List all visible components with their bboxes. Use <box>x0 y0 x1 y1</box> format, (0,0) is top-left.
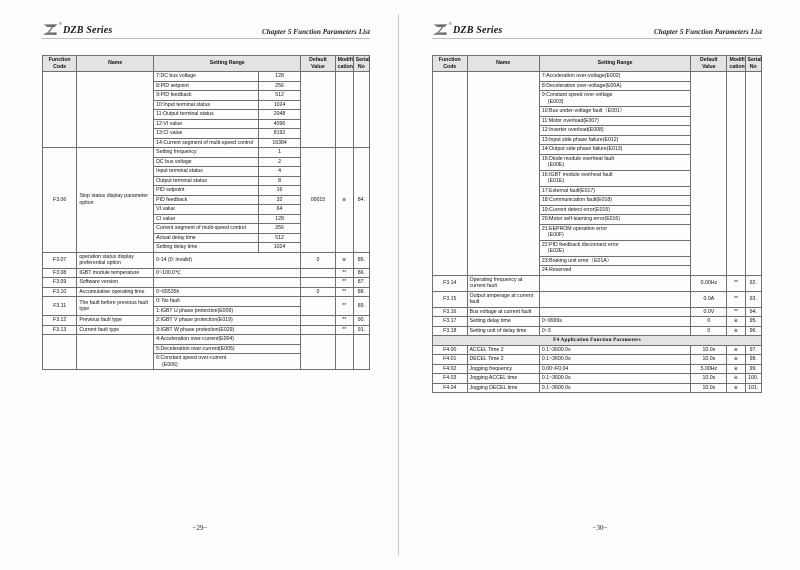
table-row <box>43 72 370 82</box>
cell-setting-range: 0.00~F0.04 <box>539 364 690 374</box>
cell-name: Setting delay time <box>467 317 539 327</box>
cell-name: Setting unit of delay time <box>467 326 539 336</box>
brand-name-left: DZB Series <box>63 25 113 36</box>
fault-item: 0: No fault <box>154 297 301 307</box>
cell-serial-no: 96. <box>745 326 761 336</box>
fault-item-wrapped <box>539 170 690 186</box>
table-header-row-left <box>43 56 370 72</box>
running-header-right <box>432 12 762 39</box>
th-modification <box>335 56 353 72</box>
brand-logo-left <box>42 23 113 36</box>
option-value: 512 <box>258 233 301 243</box>
table-row-f307 <box>43 252 370 268</box>
cell-serial-no: 92. <box>745 275 761 291</box>
cell-setting-range: 0-14 (0: invalid) <box>154 252 301 268</box>
cell-default-value: 10.0s <box>691 355 727 365</box>
th-serial-no <box>745 56 761 72</box>
fault-item-line2: (E00E) <box>547 162 565 168</box>
cell-default-value: 5.00Hz <box>691 364 727 374</box>
fault-item: 19:Current detect error(E015) <box>539 205 690 215</box>
option-label: Current segment of multi-speed control <box>154 224 259 234</box>
fault-item-wrapped <box>539 240 690 256</box>
fault-item-line1: 16:IGBT module overheat fault <box>541 171 613 178</box>
option-value: 8 <box>258 176 301 186</box>
cell-serial-no: 90. <box>353 316 369 326</box>
th-serial-no <box>353 56 369 72</box>
cell-function-code: F3.09 <box>43 278 77 288</box>
cell-function-code: F3.18 <box>433 326 468 336</box>
option-value: 32 <box>258 195 301 205</box>
cell-setting-range: 0~9999s <box>539 317 690 327</box>
cell-serial-no: 89. <box>353 297 369 316</box>
cell-modification: ※ <box>727 317 745 327</box>
cell-empty-mod <box>727 72 745 276</box>
th-sn-l2: No <box>749 63 757 70</box>
brand-name-right: DZB Series <box>453 25 503 36</box>
option-value: 2 <box>258 157 301 167</box>
table-row <box>43 335 370 345</box>
cell-modification: ※ <box>727 345 745 355</box>
fault-item: 23:Braking unit error（E01A） <box>539 256 690 266</box>
cell-serial-no: 98. <box>745 355 761 365</box>
cell-serial-no: 91. <box>353 325 369 335</box>
th-function-code-l2: Code <box>53 63 67 70</box>
parameters-table-left <box>42 55 370 370</box>
cell-setting-range: 0.1~3600.0s <box>539 345 690 355</box>
cell-default-value: 00015 <box>301 148 335 253</box>
table-row-f313 <box>43 325 370 335</box>
th-default-value <box>691 56 727 72</box>
th-setting-range: Setting Range <box>154 56 301 72</box>
cell-serial-no: 88. <box>353 287 369 297</box>
fault-item: 1:IGBT U phase protection(E009) <box>154 306 301 316</box>
option-value: 2048 <box>258 110 301 120</box>
table-row-f317 <box>433 317 762 327</box>
cell-modification: ** <box>727 307 745 317</box>
cell-name: Operating frequency at current fault <box>467 275 539 291</box>
cell-empty-code <box>43 72 77 148</box>
cell-serial-no: 101. <box>745 383 761 393</box>
cell-function-code: F4.00 <box>433 345 468 355</box>
table-row <box>433 72 762 82</box>
cell-name: Stop status display parameter option <box>77 148 154 253</box>
table-header-row-right <box>433 56 762 72</box>
fault-item-wrapped <box>154 354 301 370</box>
option-label: 14:Current segment of multi-speed control <box>154 138 259 148</box>
cell-empty-default <box>301 325 335 335</box>
cell-empty-default <box>301 316 335 326</box>
table-row-f404 <box>433 383 762 393</box>
cell-name: IGBT module temperature <box>77 268 154 278</box>
cell-function-code: F3.16 <box>433 307 468 317</box>
th-function-code-l1: Function <box>438 57 461 63</box>
th-default-value <box>301 56 335 72</box>
cell-modification: ※ <box>335 252 353 268</box>
option-label: PID feedback <box>154 195 259 205</box>
th-sn-l2: No <box>357 63 365 70</box>
table-row-f314 <box>433 275 762 291</box>
cell-function-code: F3.17 <box>433 317 468 327</box>
option-label: Actual delay time <box>154 233 259 243</box>
th-default-l1: Default <box>700 57 718 63</box>
fault-item: 10:Bus under-voltage fault（E001） <box>539 107 690 117</box>
cell-empty-default <box>301 335 335 370</box>
option-label: PID setpoint <box>154 186 259 196</box>
th-default-l1: Default <box>309 57 327 63</box>
table-row-f311 <box>43 297 370 307</box>
cell-modification: ※ <box>727 364 745 374</box>
fault-item-wrapped <box>539 224 690 240</box>
cell-empty-mod <box>335 335 353 370</box>
cell-name: Jogging frequency <box>467 364 539 374</box>
option-value: 4 <box>258 167 301 177</box>
cell-serial-no: 97. <box>745 345 761 355</box>
cell-setting-range: 0~100.0℃ <box>154 268 301 278</box>
option-value: 16 <box>258 186 301 196</box>
option-label: 11:Output terminal status <box>154 110 259 120</box>
cell-empty-default <box>301 297 335 316</box>
cell-default-value <box>301 268 335 278</box>
th-default-l2: Value <box>311 63 325 70</box>
cell-name: Output amperage at current fault <box>467 291 539 307</box>
cell-empty-default <box>691 72 727 276</box>
cell-serial-no: 93. <box>745 291 761 307</box>
dzb-logo-icon <box>42 21 62 36</box>
page-right <box>400 0 800 570</box>
option-value: 1024 <box>258 243 301 253</box>
cell-modification: ** <box>335 287 353 297</box>
option-value: 4096 <box>258 119 301 129</box>
cell-empty-code <box>433 72 468 276</box>
cell-serial-no: 94. <box>745 307 761 317</box>
fault-item: 12:Inverter overload(E008) <box>539 126 690 136</box>
fault-item: 2:IGBT V phase protection(E019) <box>154 316 301 326</box>
cell-setting-range <box>539 307 690 317</box>
cell-empty-name <box>467 72 539 276</box>
section-title-f4: F4 Application Function Parameters <box>433 336 762 346</box>
table-row-f306 <box>43 148 370 158</box>
cell-serial-no: 84. <box>353 148 369 253</box>
cell-modification: ※ <box>727 383 745 393</box>
option-label: 7:DC bus voltage <box>154 72 259 82</box>
table-row-f400 <box>433 345 762 355</box>
cell-setting-range <box>154 278 301 288</box>
cell-name: Bus voltage at current fault <box>467 307 539 317</box>
option-label: VI value <box>154 205 259 215</box>
cell-setting-range <box>539 275 690 291</box>
cell-empty-serial <box>353 72 369 148</box>
cell-function-code: F3.11 <box>43 297 77 316</box>
cell-name: DECEL Time 2 <box>467 355 539 365</box>
fault-item-line1: 9:Constant speed over-voltage <box>541 92 613 98</box>
cell-empty-name <box>77 335 154 370</box>
option-value: 256 <box>258 81 301 91</box>
option-value: 512 <box>258 91 301 101</box>
cell-function-code: F3.15 <box>433 291 468 307</box>
brand-logo-right <box>432 23 503 36</box>
cell-default-value: 10.0s <box>691 345 727 355</box>
table-row-f309 <box>43 278 370 288</box>
table-row-f316 <box>433 307 762 317</box>
fault-item-line2: (E003) <box>547 98 564 105</box>
cell-function-code: F3.08 <box>43 268 77 278</box>
cell-function-code: F3.12 <box>43 316 77 326</box>
registered-trademark-icon: ® <box>58 21 62 26</box>
th-mod-l1: Modifi <box>337 57 353 63</box>
cell-empty-serial <box>745 72 761 276</box>
th-mod-l1: Modifi <box>729 57 745 63</box>
th-sn-l1: Serial <box>747 57 762 63</box>
fault-item-line1: 6:Constant speed over-current <box>156 355 227 361</box>
cell-function-code: F4.01 <box>433 355 468 365</box>
th-setting-range: Setting Range <box>539 56 690 72</box>
th-function-code-l2: Code <box>443 63 457 70</box>
cell-serial-no: 100. <box>745 374 761 384</box>
option-label: 10:Input terminal status <box>154 100 259 110</box>
cell-setting-range: 0.1~3600.0s <box>539 383 690 393</box>
fault-item: 24:Reserved <box>539 266 690 276</box>
fault-item-line2: (E00F) <box>547 232 564 238</box>
cell-modification: ※ <box>727 355 745 365</box>
option-value: 256 <box>258 224 301 234</box>
running-header-left <box>42 12 370 39</box>
table-row-f312 <box>43 316 370 326</box>
th-function-code-l1: Function <box>48 57 71 63</box>
cell-modification: ** <box>727 291 745 307</box>
cell-function-code: F4.03 <box>433 374 468 384</box>
fault-item: 20:Motor self-learning error(E016) <box>539 215 690 225</box>
table-row-f403 <box>433 374 762 384</box>
cell-serial-no: 87. <box>353 278 369 288</box>
parameters-table-right <box>432 55 762 393</box>
option-value: 16384 <box>258 138 301 148</box>
cell-setting-range: 0.1~3600.0s <box>539 374 690 384</box>
chapter-title-right: Chapter 5 Function Parameters List <box>653 28 762 36</box>
cell-modification: ※ <box>727 374 745 384</box>
option-value: 1024 <box>258 100 301 110</box>
option-label: 8:PID setpoint <box>154 81 259 91</box>
fault-item-line2: (E01E) <box>547 178 565 184</box>
th-name: Name <box>467 56 539 72</box>
option-label: CI value <box>154 214 259 224</box>
option-label: Setting frequency <box>154 148 259 158</box>
option-value: 128 <box>258 214 301 224</box>
option-label: Setting delay time <box>154 243 259 253</box>
cell-default-value: 0.0V <box>691 307 727 317</box>
cell-empty-code <box>43 335 77 370</box>
cell-name: Software version <box>77 278 154 288</box>
cell-modification: ** <box>335 325 353 335</box>
fault-item: 11:Motor overload(E007) <box>539 116 690 126</box>
th-function-code <box>43 56 77 72</box>
cell-default-value: 0 <box>301 287 335 297</box>
cell-function-code: F4.02 <box>433 364 468 374</box>
cell-empty-default <box>301 72 335 148</box>
cell-serial-no: 95. <box>745 317 761 327</box>
fault-item-line2: (E006) <box>162 361 178 368</box>
cell-name: Accumulative operating time <box>77 287 154 297</box>
cell-function-code: F3.10 <box>43 287 77 297</box>
cell-name: Jogging DECEL time <box>467 383 539 393</box>
cell-modification: ** <box>335 268 353 278</box>
option-label: DC bus voltage <box>154 157 259 167</box>
th-mod-l2: cation <box>337 63 353 70</box>
th-name: Name <box>77 56 154 72</box>
fault-item: 17:External fault(E017) <box>539 186 690 196</box>
cell-default-value <box>301 278 335 288</box>
option-label: 9:PID feedback <box>154 91 259 101</box>
cell-default-value: 0.0A <box>691 291 727 307</box>
option-label: Output terminal status <box>154 176 259 186</box>
cell-setting-range: 0.1~3600.0s <box>539 355 690 365</box>
cell-name: Previous fault type <box>77 316 154 326</box>
cell-default-value: 0 <box>301 252 335 268</box>
cell-serial-no: 85. <box>353 252 369 268</box>
fault-item: 18:Communication fault(E018) <box>539 196 690 206</box>
table-row-f308 <box>43 268 370 278</box>
cell-default-value: 0 <box>691 326 727 336</box>
option-label: Input terminal status <box>154 167 259 177</box>
option-value: 128 <box>258 72 301 82</box>
fault-item-wrapped <box>539 91 690 107</box>
cell-serial-no: 99. <box>745 364 761 374</box>
table-row-f310 <box>43 287 370 297</box>
page-number-right: −30− <box>592 524 608 532</box>
cell-setting-range: 0~3 <box>539 326 690 336</box>
cell-modification: ** <box>335 297 353 316</box>
cell-function-code: F4.04 <box>433 383 468 393</box>
dzb-logo-icon <box>432 21 452 36</box>
fault-item: 4:Acceleration over-current(E004) <box>154 335 301 345</box>
fault-item: 5:Deceleration over-current(E005) <box>154 344 301 354</box>
cell-default-value: 0.00Hz <box>691 275 727 291</box>
fault-item-line2: (E02E) <box>547 248 565 254</box>
cell-empty-serial <box>353 335 369 370</box>
fault-item: 14:Output side phase failure(E013) <box>539 145 690 155</box>
registered-trademark-icon: ® <box>448 21 452 26</box>
table-row-f315 <box>433 291 762 307</box>
cell-function-code: F3.14 <box>433 275 468 291</box>
cell-modification: ** <box>727 275 745 291</box>
cell-default-value: 10.0s <box>691 383 727 393</box>
th-modification <box>727 56 745 72</box>
option-value: 64 <box>258 205 301 215</box>
section-band-row <box>433 336 762 346</box>
fault-item: 7:Acceleration over-voltage(E002) <box>539 72 690 82</box>
fault-item-line1: 22:PID feedback disconnect error <box>541 241 619 248</box>
cell-setting-range <box>539 291 690 307</box>
cell-modification: ** <box>335 278 353 288</box>
fault-item-line1: 15:Diode module overheat fault <box>541 155 615 162</box>
table-row-f401 <box>433 355 762 365</box>
table-row-f318 <box>433 326 762 336</box>
page-number-left: −29− <box>192 524 208 532</box>
th-sn-l1: Serial <box>355 57 370 63</box>
fault-item: 3:IGBT W phase protection(E029) <box>154 325 301 335</box>
cell-modification: ** <box>335 316 353 326</box>
cell-name: operation status display preferential option <box>77 252 154 268</box>
cell-modification: ※ <box>335 148 353 253</box>
option-label: 13:CI value <box>154 129 259 139</box>
cell-name: Jogging ACCEL time <box>467 374 539 384</box>
fault-item: 13:Input side phase failure(E012) <box>539 135 690 145</box>
table-row-f402 <box>433 364 762 374</box>
fault-item: 8:Deceleration over-voltage(E00A) <box>539 81 690 91</box>
option-label: 12:VI value <box>154 119 259 129</box>
cell-function-code: F3.06 <box>43 148 77 253</box>
cell-serial-no: 86. <box>353 268 369 278</box>
chapter-title-left: Chapter 5 Function Parameters List <box>261 28 370 36</box>
cell-name: Current fault type <box>77 325 154 335</box>
cell-setting-range: 0~65535h <box>154 287 301 297</box>
option-value: 1 <box>258 148 301 158</box>
cell-empty-name <box>77 72 154 148</box>
cell-default-value: 0 <box>691 317 727 327</box>
fault-item-line1: 21:EEPROM operation error <box>541 225 608 232</box>
th-default-l2: Value <box>702 63 716 70</box>
cell-modification: ※ <box>727 326 745 336</box>
th-function-code <box>433 56 468 72</box>
cell-name: ACCEL Time 2 <box>467 345 539 355</box>
th-mod-l2: cation <box>729 63 745 70</box>
option-value: 8192 <box>258 129 301 139</box>
fault-item-wrapped <box>539 154 690 170</box>
cell-default-value: 10.0s <box>691 374 727 384</box>
cell-function-code: F3.07 <box>43 252 77 268</box>
cell-name: The fault before previous fault type <box>77 297 154 316</box>
cell-function-code: F3.13 <box>43 325 77 335</box>
cell-empty-mod <box>335 72 353 148</box>
